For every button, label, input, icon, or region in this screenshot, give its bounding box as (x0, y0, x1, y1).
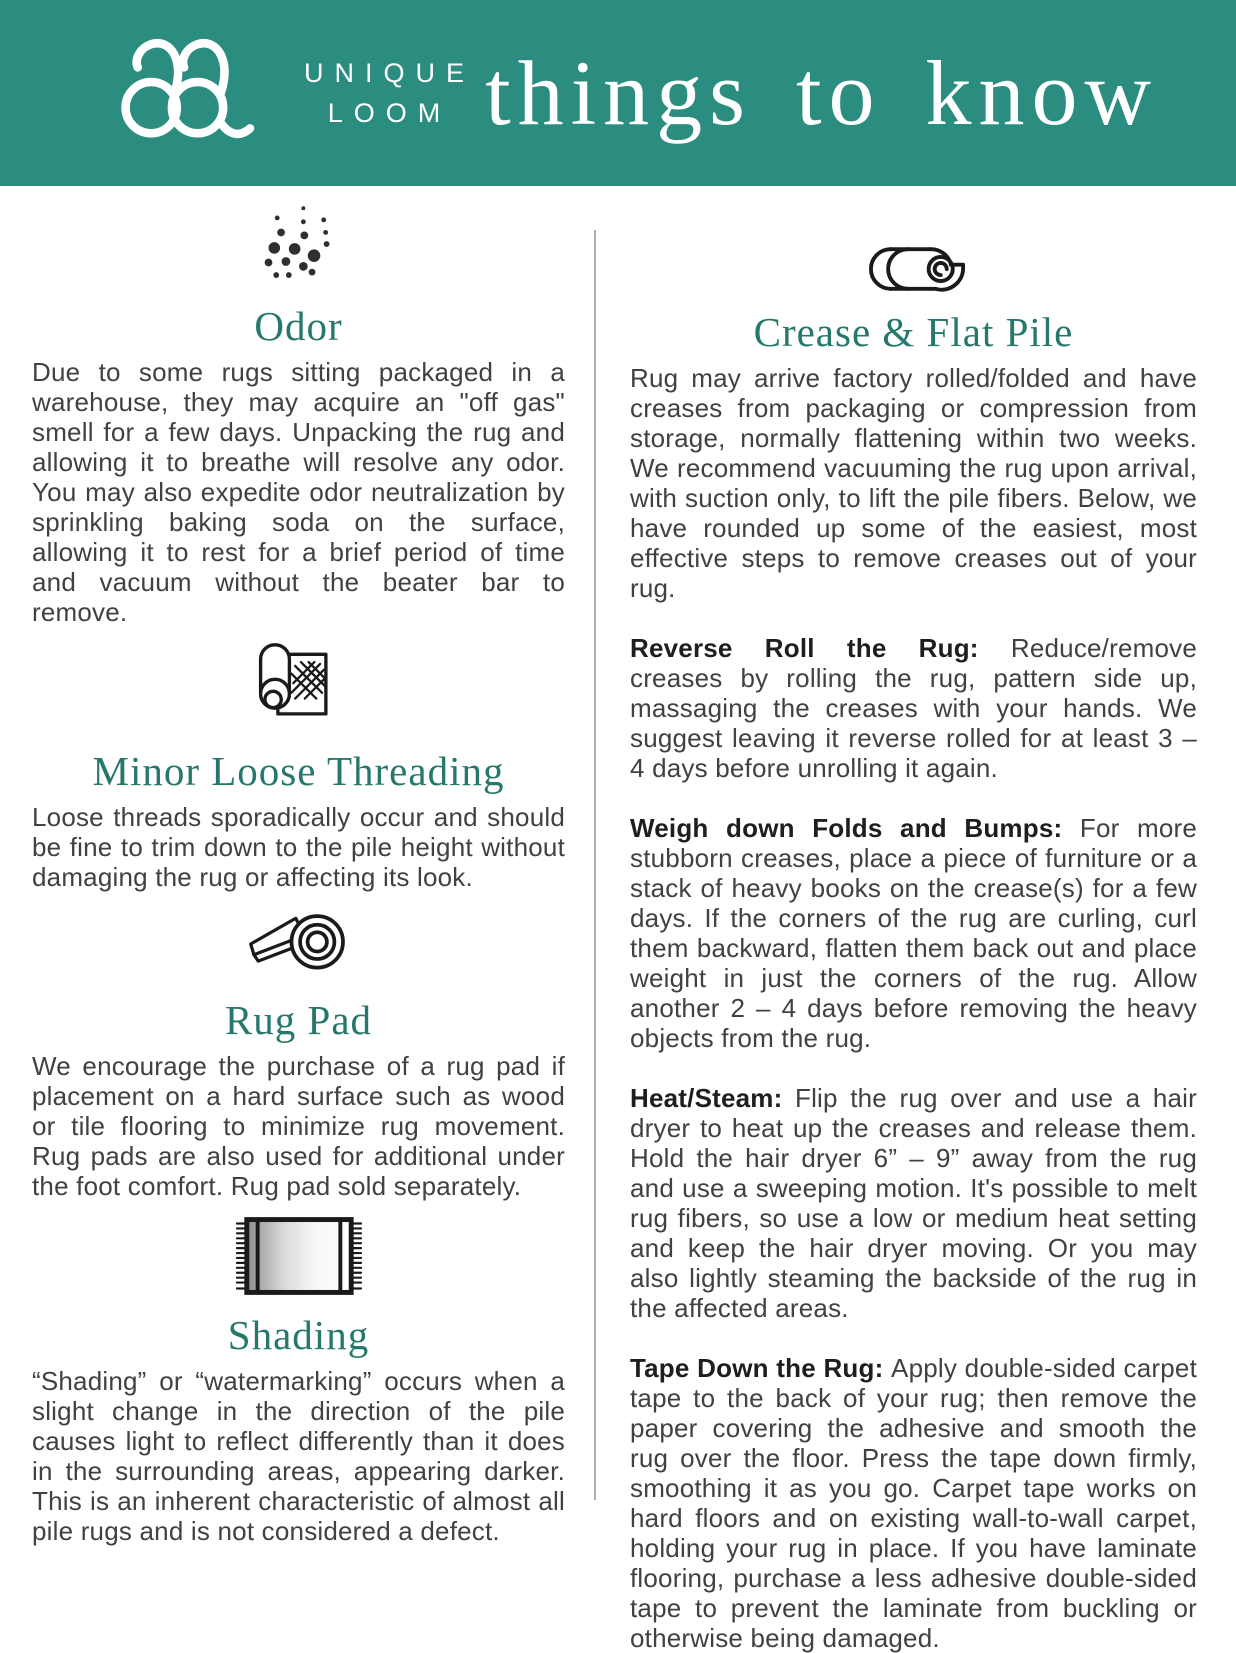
section-body-odor: Due to some rugs sitting packaged in a warehouse, they may acquire an "off gas" smell for a few days. Unpacking the rug and allowing it to breathe will resolve any odor. You may also expedite odor neutralization by sprinkling baking soda on the surface, allowing it to rest for a brief period of time and vacuum without the beater bar to remove. (32, 357, 565, 627)
section-body-rug-pad: We encourage the purchase of a rug pad if placement on a hard surface such as wood or tile flooring to minimize rug movement. Rug pads are also used for additional under the foot comfort. Rug pad sold separately. (32, 1051, 565, 1201)
tip-label-reverse-roll: Reverse Roll the Rug: (630, 633, 1011, 663)
tip-heat-steam (630, 1083, 1197, 1323)
right-column (630, 186, 1198, 1653)
section-heading-threading: Minor Loose Threading (92, 748, 505, 794)
section-heading-crease: Crease & Flat Pile (753, 309, 1074, 355)
brand-line1: UNIQUE (304, 57, 476, 88)
header-banner (0, 0, 1236, 186)
section-body-threading: Loose threads sporadically occur and should be fine to trim down to the pile height without damaging the rug or affecting its look. (32, 802, 565, 892)
brand-line2: LOOM (327, 98, 452, 128)
rug-pad-roll-icon (32, 904, 565, 984)
section-heading-odor: Odor (254, 303, 343, 349)
section-crease-flat-pile (630, 242, 1197, 1653)
rolled-rug-side-spiral-icon (630, 242, 1197, 296)
brand-name (304, 53, 475, 134)
section-heading-shading: Shading (227, 1312, 370, 1358)
content-columns (0, 186, 1236, 1653)
odor-speckles-icon (32, 202, 565, 290)
unique-loom-logo-icon (100, 32, 278, 154)
section-odor (32, 202, 565, 627)
tip-reverse-roll (630, 633, 1197, 783)
column-divider (594, 230, 596, 1500)
page-title: things to know (485, 42, 1158, 144)
section-rug-pad (32, 904, 565, 1201)
tip-label-heat-steam: Heat/Steam: (630, 1083, 795, 1113)
tip-text-reverse-roll: Reduce/remove creases by rolling the rug, pattern side up, massaging the creases with your hands. We suggest leaving it reverse rolled for at least 3 – 4 days before unrolling it again. (630, 633, 1197, 783)
rolled-rug-crosshatch-icon (32, 639, 565, 735)
tip-label-weigh-down: Weigh down Folds and Bumps: (630, 813, 1080, 843)
tip-tape-down (630, 1353, 1197, 1653)
section-shading (32, 1213, 565, 1546)
section-body-crease-intro: Rug may arrive factory rolled/folded and have creases from packaging or compression from storage, normally flattening within two weeks. We recommend vacuuming the rug upon arrival, with suction only, to lift the pile fibers. Below, we have rounded up some of the easiest, most effective steps to remove creases out of your rug. (630, 363, 1197, 603)
tip-text-tape-down: Apply double-sided carpet tape to the back of your rug; then remove the paper covering the adhesive and smooth the rug over the floor. Press the tape down firmly, smoothing it as you go. Carpet tape works on hard floors and on existing wall-to-wall carpet, holding your rug in place. If you have laminate flooring, purchase a less adhesive double-sided tape to prevent the laminate from buckling or otherwise being damaged. (630, 1353, 1197, 1653)
tip-text-heat-steam: Flip the rug over and use a hair dryer to heat up the creases and release them. Hold the hair dryer 6” – 9” away from the rug and use a sweeping motion. It's possible to melt rug fibers, so use a low or medium heat setting and keep the hair dryer moving. Or you may also lightly steaming the backside of the rug in the affected areas. (630, 1083, 1197, 1323)
brand-block (100, 32, 475, 154)
tip-label-tape-down: Tape Down the Rug: (630, 1353, 892, 1383)
section-body-shading: “Shading” or “watermarking” occurs when a slight change in the direction of the pile causes light to reflect differently than it does in the surrounding areas, appearing darker. This is an inherent characteristic of almost all pile rugs and is not considered a defect. (32, 1366, 565, 1546)
shaded-rug-fringe-icon (32, 1213, 565, 1299)
section-heading-rug-pad: Rug Pad (224, 997, 373, 1043)
tip-text-weigh-down: For more stubborn creases, place a piece of furniture or a stack of heavy books on the crease(s) for a few days. If the corners of the rug are curling, curl them backward, flatten them back out and place weight in just the corners of the rug. Allow another 2 – 4 days before removing the heavy objects from the rug. (630, 813, 1198, 1053)
tip-weigh-down (630, 813, 1197, 1053)
left-column (32, 186, 565, 1546)
section-minor-loose-threading (32, 639, 565, 892)
